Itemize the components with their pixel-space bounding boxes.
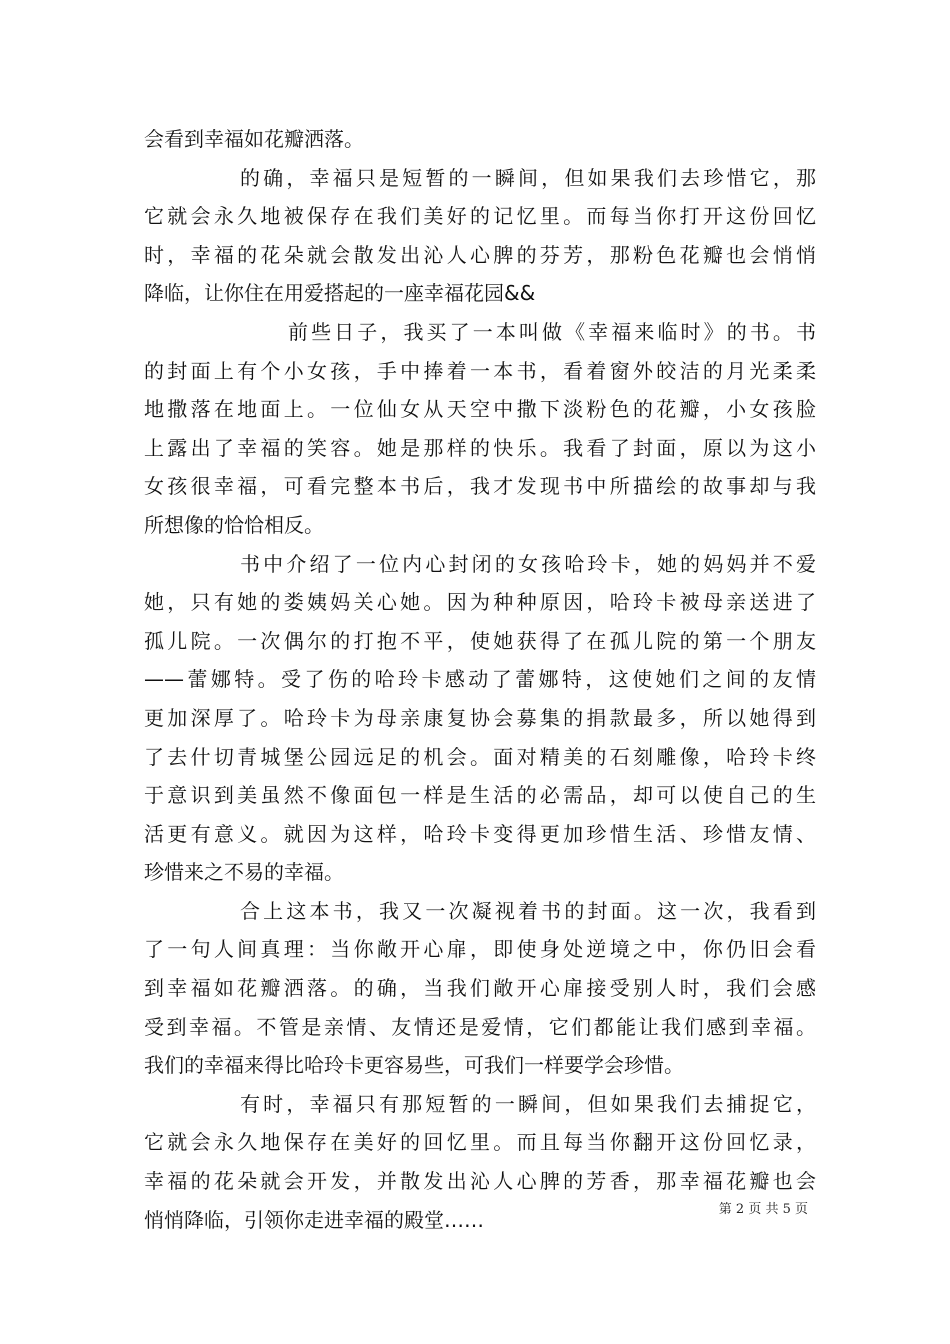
text-line: 孤儿院。一次偶尔的打抱不平，使她获得了在孤儿院的第一个朋友 [144, 628, 816, 653]
text-line: 会看到幸福如花瓣洒落。 [144, 127, 364, 151]
text-line: ——蕾娜特。受了伤的哈玲卡感动了蕾娜特，这使她们之间的友情 [144, 667, 816, 692]
text-line: 时，幸福的花朵就会散发出沁人心脾的芬芳，那粉色花瓣也会悄悄 [144, 242, 816, 267]
text-line: 于意识到美虽然不像面包一样是生活的必需品，却可以使自己的生 [144, 783, 816, 808]
body-text [144, 120, 816, 1239]
text-line: 它就会永久地被保存在我们美好的记忆里。而每当你打开这份回忆 [144, 204, 816, 229]
text-line: 珍惜来之不易的幸福。 [144, 860, 344, 885]
paragraph-first-line: 有时，幸福只有那短暂的一瞬间，但如果我们去捕捉它， [240, 1091, 816, 1116]
text-line: 更加深厚了。哈玲卡为母亲康复协会募集的捐款最多，所以她得到 [144, 705, 816, 730]
text-line: 了去什切青城堡公园远足的机会。面对精美的石刻雕像，哈玲卡终 [144, 744, 816, 769]
text-line: 上露出了幸福的笑容。她是那样的快乐。我看了封面，原以为这小 [144, 435, 816, 460]
text-line: 悄悄降临，引领你走进幸福的殿堂…… [144, 1207, 484, 1232]
paragraph-first-line: 合上这本书，我又一次凝视着书的封面。这一次，我看到 [240, 898, 816, 923]
paragraph-first-line: 前些日子，我买了一本叫做《幸福来临时》的书。书 [288, 319, 816, 344]
text-line: 她，只有她的娄姨妈关心她。因为种种原因，哈玲卡被母亲送进了 [144, 590, 816, 615]
page-number: 第 2 页 共 5 页 [718, 1202, 808, 1217]
text-line: 了一句人间真理：当你敞开心扉，即使身处逆境之中，你仍旧会看 [144, 937, 816, 962]
text-line: 女孩很幸福，可看完整本书后，我才发现书中所描绘的故事却与我 [144, 474, 816, 499]
text-line: 活更有意义。就因为这样，哈玲卡变得更加珍惜生活、珍惜友情、 [144, 821, 816, 846]
text-line: 地撒落在地面上。一位仙女从天空中撒下淡粉色的花瓣，小女孩脸 [144, 397, 816, 422]
text-line: 降临，让你住在用爱搭起的一座幸福花园&& [144, 281, 536, 306]
paragraph-first-line: 书中介绍了一位内心封闭的女孩哈玲卡，她的妈妈并不爱 [240, 551, 816, 576]
text-line: 它就会永久地保存在美好的回忆里。而且每当你翻开这份回忆录， [144, 1130, 816, 1155]
text-line: 幸福的花朵就会开发，并散发出沁人心脾的芳香，那幸福花瓣也会 [144, 1169, 816, 1194]
text-line: 受到幸福。不管是亲情、友情还是爱情，它们都能让我们感到幸福。 [144, 1014, 816, 1039]
text-line: 到幸福如花瓣洒落。的确，当我们敞开心扉接受别人时，我们会感 [144, 976, 816, 1001]
paragraph-first-line: 的确，幸福只是短暂的一瞬间，但如果我们去珍惜它，那 [240, 165, 816, 190]
text-line: 我们的幸福来得比哈玲卡更容易些，可我们一样要学会珍惜。 [144, 1053, 684, 1078]
text-line: 所想像的恰恰相反。 [144, 512, 324, 537]
text-line: 的封面上有个小女孩，手中捧着一本书，看着窗外皎洁的月光柔柔 [144, 358, 816, 383]
